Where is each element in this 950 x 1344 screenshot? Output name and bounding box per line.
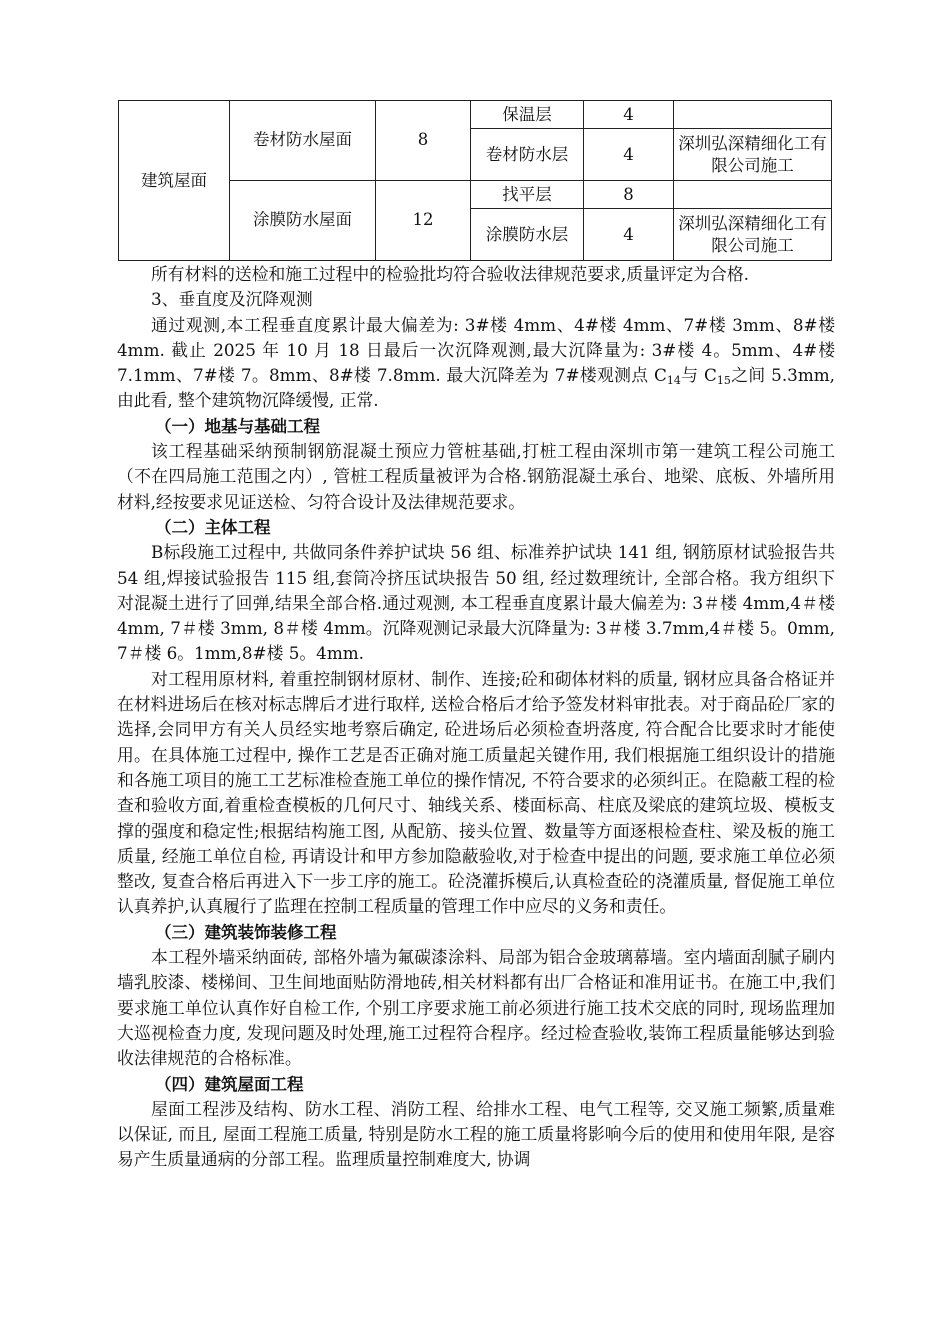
heading-decoration: （三）建筑装饰装修工程	[155, 922, 337, 942]
group-name-cell: 卷材防水屋面	[230, 101, 376, 181]
settlement-text-a: 通过观测,本工程垂直度累计最大偏差为: 3#楼 4mm、4#楼 4mm、7#楼 3mm、8#楼 4mm. 截止 2025 年 10 月 18 日最后一次沉降观测,最大沉降量为: 3#楼 4。5mm、4#楼 7.1mm、7#楼 7。8mm、8#楼 7.8mm. 最大沉降差为 7#楼观测点 C	[117, 314, 835, 386]
heading-roof: （四）建筑屋面工程	[155, 1074, 304, 1094]
settlement-text-c: 之间 5.3mm, 由此看, 整个建筑物沉降缓慢, 正常.	[117, 365, 835, 411]
roof-inspection-table	[118, 100, 832, 261]
paragraph-foundation: 该工程基础采纳预制钢筋混凝土预应力管桩基础,打桩工程由深圳市第一建筑工程公司施工（不在四局施工范围之内）, 管桩工程质量被评为合格.钢筋混凝土承台、地梁、底板、外墙所用材料,经按要求见证送检、匀符合设计及法律规范要求。	[117, 441, 835, 512]
point-subscript-15: 15	[716, 374, 731, 388]
settlement-text-b: 与 C	[680, 365, 717, 386]
heading-main-structure: （二）主体工程	[155, 517, 271, 537]
layer-cell: 找平层	[471, 180, 584, 208]
count-cell: 4	[584, 209, 674, 261]
note-cell: 深圳弘深精细化工有限公司施工	[674, 209, 832, 261]
heading-foundation: （一）地基与基础工程	[155, 416, 320, 436]
layer-cell: 涂膜防水层	[471, 209, 584, 261]
paragraph-materials: 所有材料的送检和施工过程中的检验批均符合验收法律规范要求,质量评定为合格.	[151, 264, 750, 284]
group-total-cell: 12	[376, 180, 471, 260]
paragraph-main-structure: B标段施工过程中, 共做同条件养护试块 56 组、标准养护试块 141 组, 钢筋原材试验报告共 54 组,焊接试验报告 115 组,套筒冷挤压试块报告 50 组, 经过数理统计, 全部合格。我方组织下对混凝土进行了回弹,结果全部合格.通过观测, 本工程垂直度累计最大偏差为: 3＃楼 4mm,4＃楼 4mm, 7＃楼 3mm, 8＃楼 4mm。沉降观测记录最大沉降量为: 3＃楼 3.7mm,4＃楼 5。0mm, 7＃楼 6。1mm,8#楼 5。4mm.	[117, 542, 835, 664]
note-cell	[674, 180, 832, 208]
count-cell: 4	[584, 129, 674, 181]
layer-cell: 保温层	[471, 101, 584, 129]
group-name-cell: 涂膜防水屋面	[230, 180, 376, 260]
paragraph-roof: 屋面工程涉及结构、防水工程、消防工程、给排水工程、电气工程等, 交叉施工频繁,质量难以保证, 而且, 屋面工程施工质量, 特别是防水工程的施工质量将影响今后的使用和使用年限, 是容易产生质量通病的分部工程。监理质量控制难度大, 协调	[117, 1098, 835, 1170]
paragraph-materials-control: 对工程用原材料, 着重控制钢材原材、制作、连接;砼和砌体材料的质量, 钢材应具备合格证并在材料进场后在核对标志牌后才进行取样, 送检合格后才给予签发材料审批表。对于商品砼厂家的选择,会同甲方有关人员经实地考察后确定, 砼进场后必须检查坍落度, 符合配合比要求时才能使用。在具体施工过程中, 操作工艺是否正确对施工质量起关键作用, 我们根据施工组织设计的措施和各施工项目的施工工艺标准检查施工单位的操作情况, 不符合要求的必须纠正。在隐蔽工程的检查和验收方面,着重检查模板的几何尺寸、轴线关系、楼面标高、柱底及梁底的建筑垃圾、模板支撑的强度和稳定性;根据结构施工图, 从配筋、接头位置、数量等方面逐根检查柱、梁及板的施工质量, 经施工单位自检, 再请设计和甲方参加隐蔽验收,对于检查中提出的问题, 要求施工单位必须整改, 复查合格后再进入下一步工序的施工。砼浇灌拆模后,认真检查砼的浇灌质量, 督促施工单位认真养护,认真履行了监理在控制工程质量的管理工作中应尽的义务和责任。	[117, 668, 835, 917]
point-subscript-14: 14	[666, 374, 681, 388]
count-cell: 8	[584, 180, 674, 208]
body-text	[117, 262, 835, 1173]
table-row	[119, 101, 832, 129]
section-heading-settlement: 3、垂直度及沉降观测	[151, 289, 313, 310]
note-cell: 深圳弘深精细化工有限公司施工	[674, 129, 832, 181]
note-cell	[674, 101, 832, 129]
paragraph-decoration: 本工程外墙采纳面砖, 部格外墙为氟碳漆涂料、局部为铝合金玻璃幕墙。室内墙面刮腻子刷内墙乳胶漆、楼梯间、卫生间地面贴防滑地砖,相关材料都有出厂合格证和准用证书。在施工中,我们要求施工单位认真作好自检工作, 个别工序要求施工前必须进行施工技术交底的同时, 现场监理加大巡视检查力度, 发现问题及时处理,施工过程符合程序。经过检查验收,装饰工程质量能够达到验收法律规范的合格标准。	[117, 947, 835, 1069]
group-total-cell: 8	[376, 101, 471, 181]
layer-cell: 卷材防水层	[471, 129, 584, 181]
category-cell: 建筑屋面	[119, 101, 230, 261]
count-cell: 4	[584, 101, 674, 129]
paragraph-settlement	[117, 313, 835, 414]
